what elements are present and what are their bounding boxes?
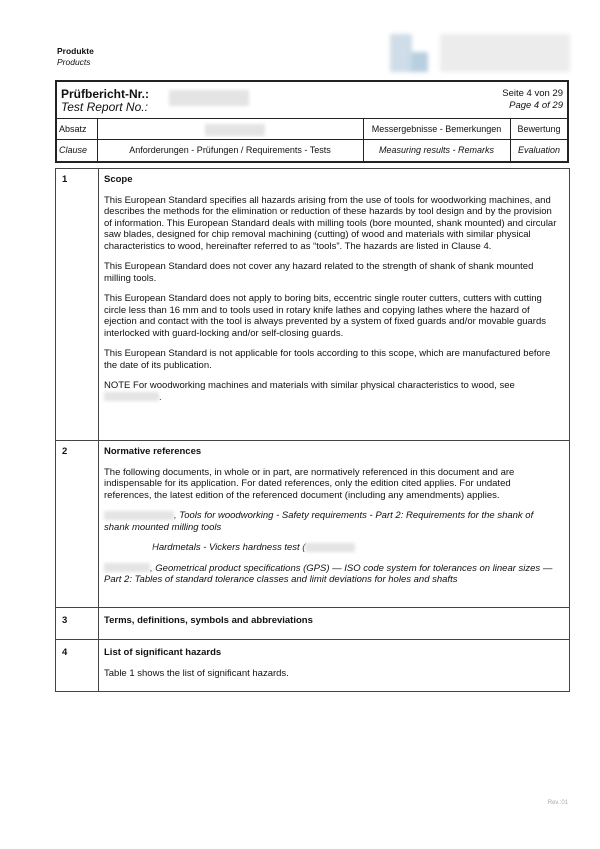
col-measuring-en: Measuring results - Remarks	[378, 145, 495, 155]
paragraph: NOTE For woodworking machines and materials with similar physical characteristics to wood, see	[104, 380, 515, 391]
paragraph: This European Standard does not apply to boring bits, eccentric single router cutters, cutters with cutting circle less than 16 mm and to tools used in rotary knife lathes and copying lathes where the hazard of ejection and contact with the tool is always prevented by a system of fixed guards and/or movable guards interlocked with guard-locking and/or self-closing guards.	[104, 293, 546, 339]
clause-table	[55, 168, 570, 692]
section-scope: 1 Scope This European Standard specifies all hazards arising from the use of tools for woodworking machines, and describes the methods for the elimination or reduction of these hazards by tool design and by the provision of information. This European Standard deals with milling tools (bore mounted, shank mounted) and circular saw blades, designed for chip removal machining (cutting) of wood and materials with similar physical characteristics to wood, hereinafter referred to as “tools”. The hazards are listed in Clause 4. This European Standard does not cover any hazard related to the strength of shank of shank mounted milling tools. This European Standard does not apply to boring bits, eccentric single router cutters, cutters with cutting circle less than 16 mm and to tools used in rotary knife lathes and copying lathes where the hazard of ejection and contact with the tool is always prevented by a system of fixed guards and/or movable guards interlocked with guard-locking and/or self-closing guards. This European Standard is not applicable for tools according to this scope, which are manufactured before the date of its publication. NOTE For woodworking machines and materials with similar physical characteristics to wood, see .	[62, 174, 557, 403]
paragraph: This European Standard does not cover any hazard related to the strength of shank of shank mounted milling tools.	[104, 261, 534, 284]
paragraph: This European Standard specifies all hazards arising from the use of tools for woodworking machines, and describes the methods for the elimination or reduction of these hazards by tool design and by the provision of information. This European Standard deals with milling tools (bore mounted, shank mounted) and circular saw blades, designed for chip removal machining (cutting) of wood and materials with similar physical characteristics to wood, hereinafter referred to as “tools”. The hazards are listed in Clause 4.	[104, 194, 557, 252]
reference-redacted	[104, 543, 152, 552]
section-hazards	[56, 640, 569, 692]
reference-text: , Geometrical product specifications (GPS) — ISO code system for tolerances on linear sizes — Part 2: Tables of standard tolerance classes and limit deviations for holes and shafts	[104, 562, 553, 585]
report-title-en: Test Report No.:	[61, 100, 148, 114]
reference-redacted	[104, 563, 150, 572]
reference-text: Hardmetals - Vickers hardness test (	[152, 542, 306, 553]
section-terms	[56, 608, 569, 638]
col-evaluation: Evaluation	[517, 145, 561, 155]
products-label	[57, 46, 94, 68]
section-title: Normative references	[104, 446, 202, 457]
col-requirements: Anforderungen - Prüfungen / Requirements - Tests	[129, 145, 331, 155]
section-number: 1	[62, 174, 68, 185]
reference-redacted	[104, 511, 174, 520]
products-en: Products	[57, 57, 91, 67]
page-number-en: Page 4 of 29	[509, 100, 563, 111]
section-number: 4	[62, 647, 68, 658]
col-measuring-de: Messergebnisse - Bemerkungen	[371, 124, 502, 134]
section-number: 2	[62, 446, 68, 457]
col-absatz: Absatz	[59, 124, 87, 134]
reference-text: , Tools for woodworking - Safety requirements - Part 2: Requirements for the shank of shank mounted milling tools	[104, 510, 534, 533]
report-header	[55, 80, 569, 163]
paragraph: Table 1 shows the list of significant hazards.	[104, 667, 289, 679]
section-number: 3	[62, 615, 68, 626]
reference-redacted	[104, 392, 159, 401]
revision-label: Rev.:01	[547, 800, 568, 806]
col-bewertung: Bewertung	[517, 124, 561, 134]
standard-redacted	[205, 124, 265, 136]
paragraph: This European Standard is not applicable for tools according to this scope, which are manufactured before the date of its publication.	[104, 348, 551, 371]
col-clause: Clause	[59, 145, 88, 155]
paragraph: The following documents, in whole or in part, are normatively referenced in this document and are indispensable for its application. For dated references, only the edition cited applies. For undated references, the latest edition of the referenced document (including any amendments) applies.	[104, 466, 515, 501]
reference-redacted	[305, 543, 355, 552]
section-title: Terms, definitions, symbols and abbreviations	[104, 615, 313, 626]
section-title: Scope	[104, 174, 133, 185]
products-de: Produkte	[57, 46, 94, 56]
report-number-redacted	[169, 90, 249, 106]
page-number-de: Seite 4 von 29	[502, 88, 563, 99]
report-title-de: Prüfbericht-Nr.:	[61, 87, 150, 101]
section-title: List of significant hazards	[104, 647, 222, 658]
section-normative-references	[56, 441, 569, 607]
